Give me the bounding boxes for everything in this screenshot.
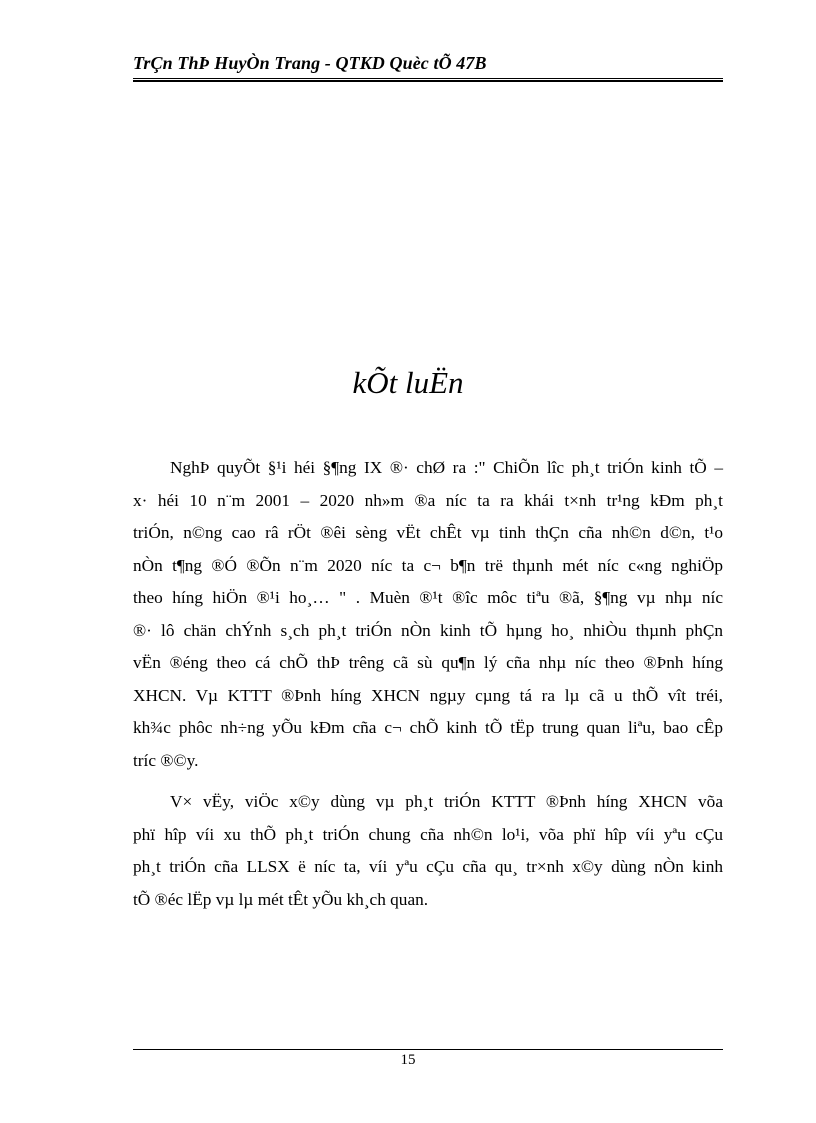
text-line: nÒn t¶ng ®Ó ®Õn n¨m 2020 níc ta c¬ b¶n trë thµnh mét níc c«ng nghiÖp: [133, 555, 723, 575]
footer-divider: [133, 1049, 723, 1050]
text-line: x· héi 10 n¨m 2001 – 2020 nh»m ®a níc ta ra khái t×nh tr¹ng kÐm ph¸t: [133, 490, 723, 510]
text-line: vËn ®éng theo cá chÕ thÞ trêng cã sù qu¶n lý cña nhµ níc theo ®Þnh híng: [133, 653, 723, 672]
text-line: triÓn, n©ng cao râ rÖt ®êi sèng vËt chÊt vµ tinh thÇn cña nh©n d©n, t¹o: [133, 523, 723, 542]
text-line: XHCN. Vµ KTTT ®Þnh híng XHCN ngµy cµng tá ra lµ cã u thÕ vît tréi,: [133, 685, 723, 705]
page-number: 15: [400, 1052, 416, 1068]
paragraph: [133, 452, 723, 777]
text-line: theo híng hiÖn ®¹i ho¸… " . Muèn ®¹t ®îc môc tiªu ®ã, §¶ng vµ nhµ níc: [133, 588, 723, 607]
text-line: V× vËy, viÖc x©y dùng vµ ph¸t triÓn KTTT ®Þnh híng XHCN võa: [170, 792, 723, 811]
text-line: kh¾c phôc nh÷ng yÕu kÐm cña c¬ chÕ kinh tÕ tËp trung quan liªu, bao cÊp: [133, 718, 723, 737]
header-text: TrÇn ThÞ HuyÒn Trang - QTKD Quèc tÕ 47B: [133, 53, 487, 73]
text-line: phï hîp víi xu thÕ ph¸t triÓn chung cña nh©n lo¹i, võa phï hîp víi yªu cÇu: [133, 824, 723, 844]
page-header: [133, 48, 723, 79]
section-title: kÕt luËn: [352, 365, 464, 400]
text-line: tríc ®©y.: [133, 750, 199, 770]
paragraph: [133, 786, 723, 916]
text-line: NghÞ quyÕt §¹i héi §¶ng IX ®· chØ ra :" ChiÕn lîc ph¸t triÓn kinh tÕ –: [170, 458, 723, 477]
text-line: tÕ ®éc lËp vµ lµ mét tÊt yÕu kh¸ch quan.: [133, 889, 429, 909]
body-text: [133, 452, 723, 916]
text-line: ®· lô chän chÝnh s¸ch ph¸t triÓn nÒn kinh tÕ hµng ho¸ nhiÒu thµnh phÇn: [133, 620, 723, 640]
text-line: ph¸t triÓn cña LLSX ë níc ta, víi yªu cÇu cña qu¸ tr×nh x©y dùng nÒn kinh: [133, 857, 723, 876]
